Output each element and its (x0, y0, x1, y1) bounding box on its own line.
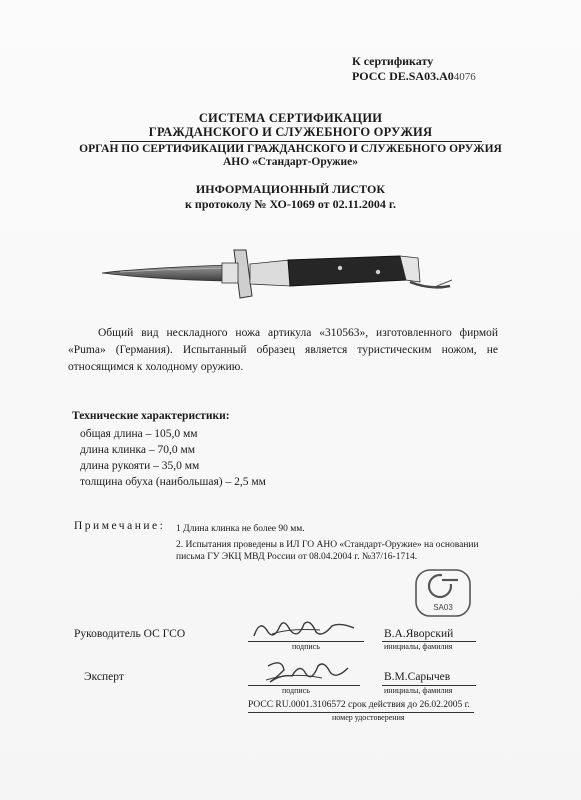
registry-number: РОСС RU.0001.3106572 срок действия до 26.02.2005 г. (248, 700, 470, 710)
spec-total-length: общая длина – 105,0 мм (80, 428, 198, 440)
certificate-reference (352, 54, 476, 85)
spec-blade-length: длина клинка – 70,0 мм (80, 444, 196, 456)
organ-line2: АНО «Стандарт-Оружие» (222, 156, 359, 168)
knife-description: Общий вид нескладного ножа артикула «310563», изготовленного фирмой «Puma» (Германия). Испытанный образец является туристическим ножом, не относящимся к холодному оружию. (68, 327, 498, 373)
cert-ref-line1: К сертификату (352, 54, 434, 68)
certification-body (0, 143, 581, 169)
head-name-caption: инициалы, фамилия (384, 642, 453, 651)
head-role: Руководитель ОС ГСО (74, 628, 186, 640)
protocol-reference: к протоколу № ХО-1069 от 02.11.2004 г. (184, 197, 397, 211)
note-1: 1 Длина клинка не более 90 мм. (176, 524, 305, 534)
registry-caption: номер удостоверения (332, 713, 405, 722)
info-title: ИНФОРМАЦИОННЫЙ ЛИСТОК (195, 182, 386, 196)
system-title (0, 111, 581, 139)
notes-label: Примечание: (74, 520, 166, 532)
head-signature (250, 614, 360, 644)
organ-line1: ОРГАН ПО СЕРТИФИКАЦИИ ГРАЖДАНСКОГО И СЛУЖЕБНОГО ОРУЖИЯ (79, 143, 502, 155)
knife-image (100, 238, 460, 308)
expert-name-caption: инициалы, фамилия (384, 686, 453, 695)
head-signature-caption: подпись (292, 642, 320, 651)
head-name: В.А.Яворский (384, 628, 454, 640)
system-title-line1: СИСТЕМА СЕРТИФИКАЦИИ (198, 111, 383, 125)
certification-stamp (412, 566, 474, 620)
expert-signature (262, 656, 352, 686)
info-sheet-title (0, 182, 581, 212)
cert-ref-number: 4076 (453, 71, 476, 83)
title-divider (110, 141, 482, 142)
cert-ref-prefix: РОСС DE.SA03.A0 (352, 69, 454, 83)
spec-handle-length: длина рукояти – 35,0 мм (80, 460, 200, 472)
expert-role: Эксперт (84, 671, 124, 683)
spec-spine-thickness: толщина обуха (наибольшая) – 2,5 мм (80, 476, 266, 488)
stamp-text: SA03 (433, 603, 453, 612)
specs-heading: Технические характеристики: (72, 410, 230, 422)
system-title-line2: ГРАЖДАНСКОГО И СЛУЖЕБНОГО ОРУЖИЯ (148, 125, 433, 139)
cert-ref-line2 (352, 69, 476, 85)
note-2: 2. Испытания проведены в ИЛ ГО АНО «Стандарт-Оружие» на основании письма ГУ ЭКЦ МВД России от 08.04.2004 г. №37/16-1714. (176, 540, 479, 562)
expert-name: В.М.Сарычев (384, 671, 451, 683)
expert-signature-caption: подпись (282, 686, 310, 695)
